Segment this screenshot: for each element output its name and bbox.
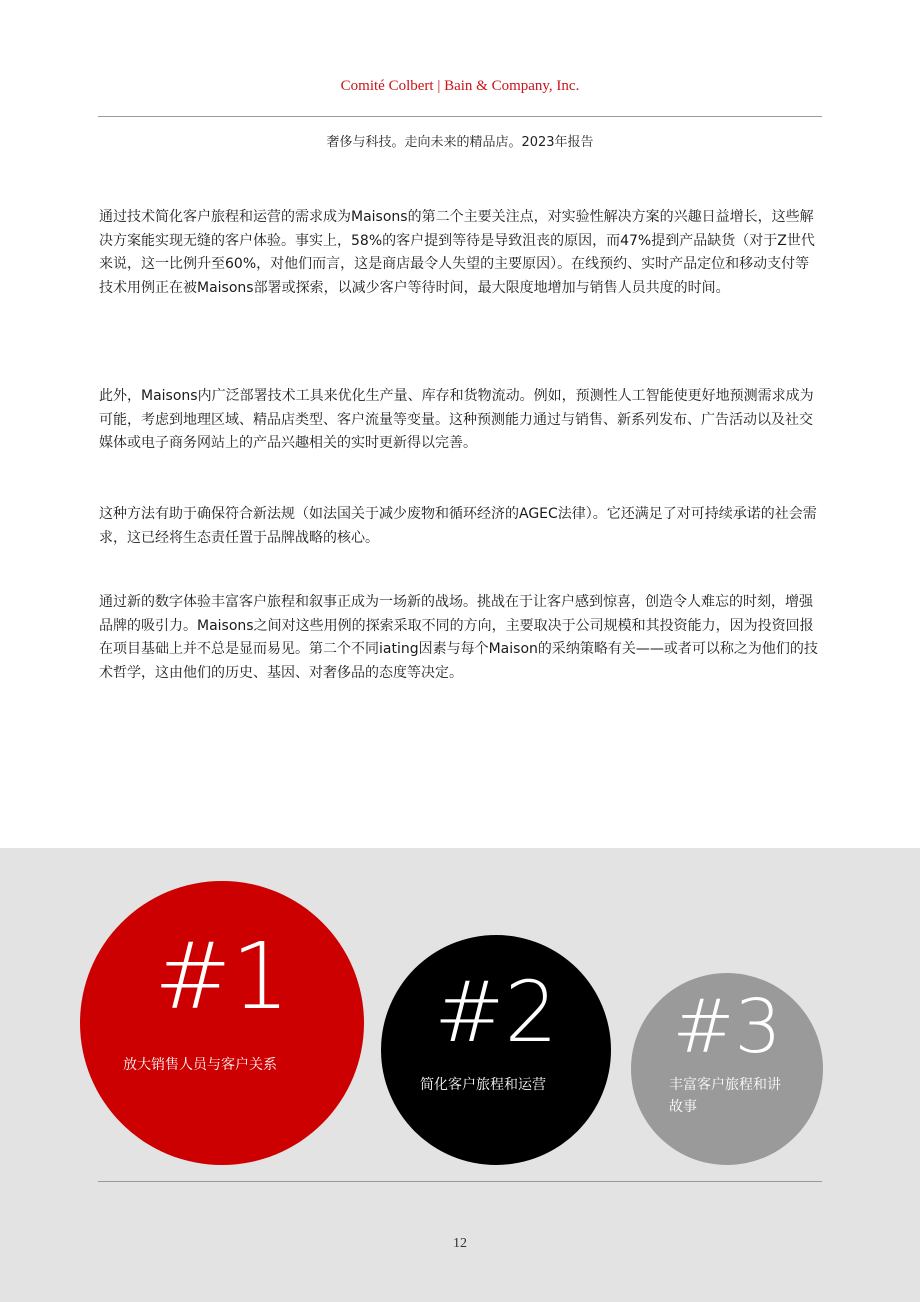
priority-label-2: 简化客户旅程和运营 [420, 1077, 546, 1093]
header-rule [98, 116, 822, 117]
priority-circle-2 [381, 935, 611, 1165]
priority-number-2: #2 [434, 963, 558, 1061]
paragraph-4: 通过新的数字体验丰富客户旅程和叙事正成为一场新的战场。挑战在于让客户感到惊喜，创造令人难忘的时刻，增强品牌的吸引力。Maisons之间对这些用例的探索采取不同的方向，主要取决于公司规模和其投资能力，因为投资回报在项目基础上并不总是显而易见。第二个不同iating因素与每个Maison的采纳策略有关——或者可以称之为他们的技术哲学，这由他们的历史、基因、对奢侈品的态度等决定。 [99, 594, 818, 681]
page-number: 12 [453, 1236, 467, 1251]
priority-circle-1 [80, 881, 364, 1165]
priority-number-3: #3 [672, 984, 782, 1070]
priority-circle-3 [631, 973, 823, 1165]
header-org: Comité Colbert | Bain & Company, Inc. [340, 78, 580, 94]
footer-rule [98, 1181, 822, 1182]
paragraph-3: 这种方法有助于确保符合新法规（如法国关于减少废物和循环经济的AGEC法律）。它还满足了对可持续承诺的社会需求，这已经将生态责任置于品牌战略的核心。 [99, 506, 817, 546]
priority-number-1: #1 [154, 923, 290, 1030]
paragraph-2: 此外，Maisons内广泛部署技术工具来优化生产量、库存和货物流动。例如，预测性人工智能使更好地预测需求成为可能，考虑到地理区域、精品店类型、客户流量等变量。这种预测能力通过与销售、新系列发布、广告活动以及社交媒体或电子商务网站上的产品兴趣相关的实时更新得以完善。 [99, 388, 814, 451]
priority-label-3: 丰富客户旅程和讲故事 [669, 1077, 781, 1115]
priority-label-1: 放大销售人员与客户关系 [123, 1057, 277, 1073]
paragraph-1: 通过技术简化客户旅程和运营的需求成为Maisons的第二个主要关注点，对实验性解决方案的兴趣日益增长，这些解决方案能实现无缝的客户体验。事实上，58%的客户提到等待是导致沮丧的原因，而47%提到产品缺货（对于Z世代来说，这一比例升至60%，对他们而言，这是商店最令人失望的主要原因）。在线预约、实时产品定位和移动支付等技术用例正在被Maisons部署或探索，以减少客户等待时间，最大限度地增加与销售人员共度的时间。 [99, 209, 815, 296]
report-title: 奢侈与科技。走向未来的精品店。2023年报告 [326, 135, 594, 150]
